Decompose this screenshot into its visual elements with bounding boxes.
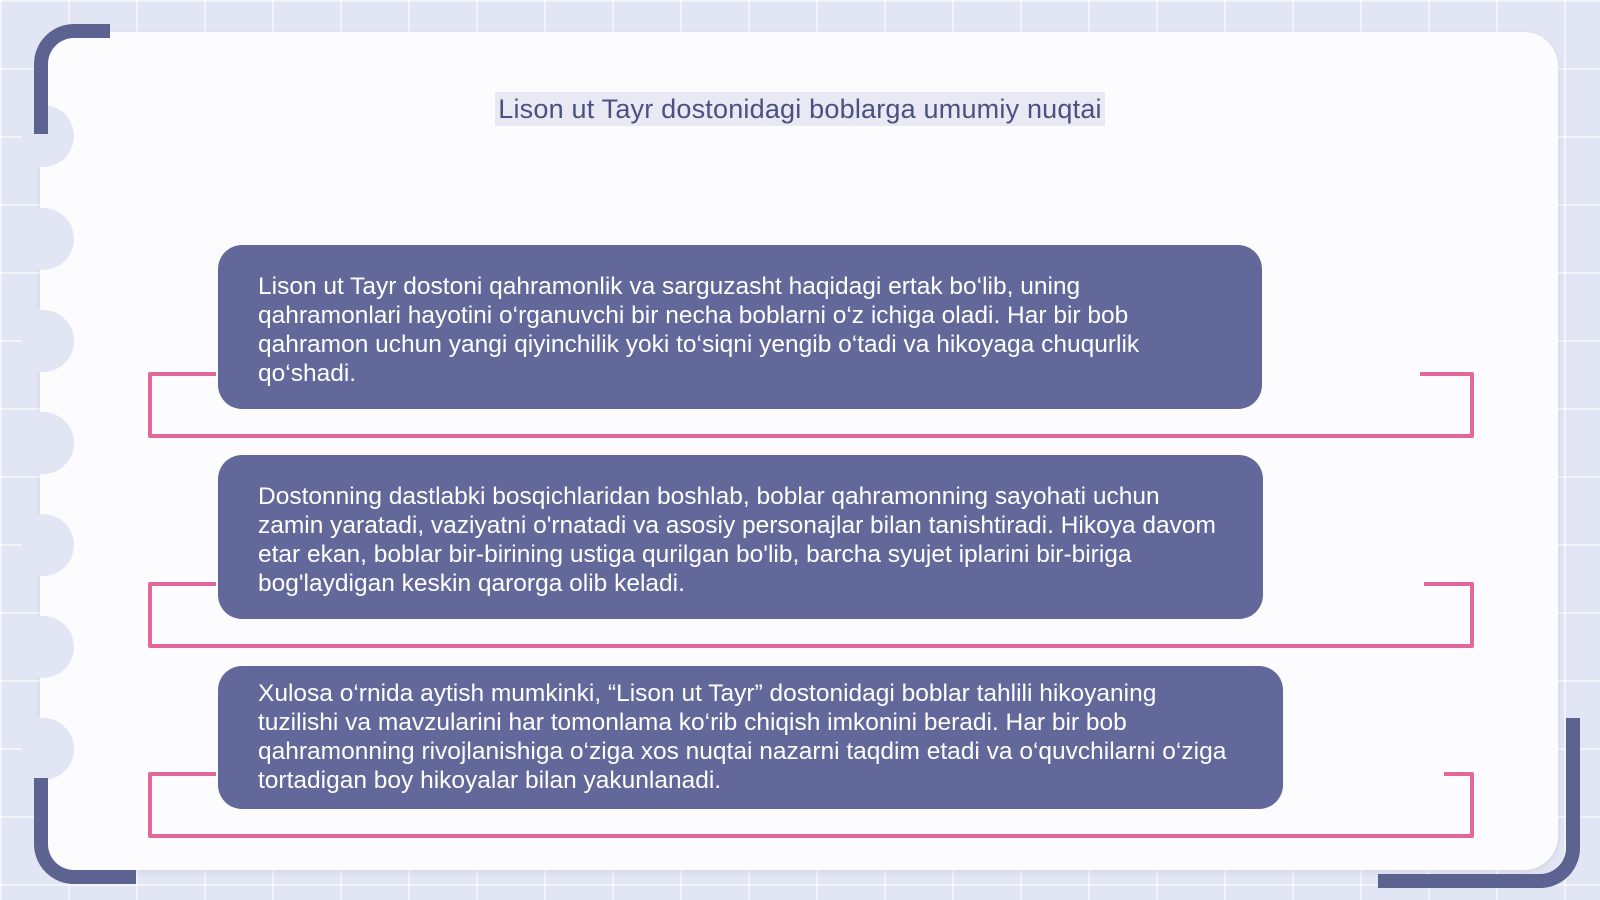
text-card-2 — [218, 455, 1263, 619]
page-title: Lison ut Tayr dostonidagi boblarga umumiy nuqtai — [0, 94, 1600, 125]
corner-bracket-bottom-left — [34, 778, 136, 884]
card-text: Xulosa o‘rnida aytish mumkinki, “Lison ut Tayr” dostonidagi boblar tahlili hikoyaning tuzilishi va mavzularini har tomonlama ko‘rib chiqish imkonini beradi. Har bir bob qahramonning rivojlanishiga o‘ziga xos nuqtai nazarni taqdim etadi va o‘quvchilarni o‘ziga tortadigan boy hikoyalar bilan yakunlanadi. — [258, 680, 1227, 794]
card-text: Dostonning dastlabki bosqichlaridan boshlab, boblar qahramonning sayohati uchun zamin yaratadi, vaziyatni o'rnatadi va asosiy personajlar bilan tanishtiradi. Hikoya davom etar ekan, boblar bir-birining ustiga qurilgan bo'lib, barcha syujet iplarini bir-biriga bog'laydigan keskin qarorga olib keladi. — [258, 483, 1216, 597]
text-card-1 — [218, 245, 1262, 409]
text-card-3 — [218, 666, 1283, 809]
card-text: Lison ut Tayr dostoni qahramonlik va sarguzasht haqidagi ertak bo‘lib, uning qahramonlari hayotini o‘rganuvchi bir necha boblarni o‘z ichiga oladi. Har bir bob qahramon uchun yangi qiyinchilik yoki to‘siqni yengib o‘tadi va hikoyaga chuqurlik qo‘shadi. — [258, 273, 1140, 387]
